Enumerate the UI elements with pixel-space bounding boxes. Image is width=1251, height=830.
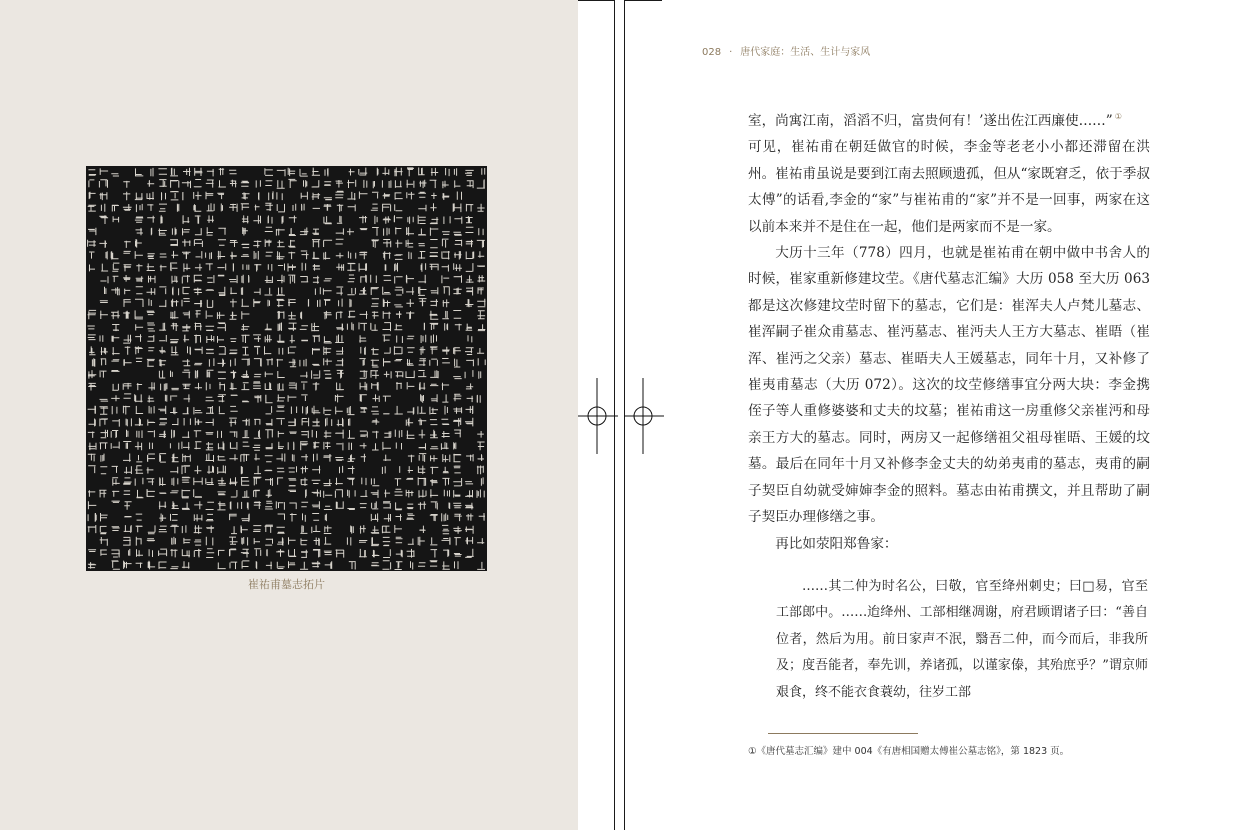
left-page — [0, 0, 578, 830]
body-text — [748, 104, 1150, 557]
page-number: 028 — [702, 47, 722, 58]
paragraph: 室，尚寓江南，滔滔不归，富贵何有！’遂出佐江西廉使……” ① — [748, 112, 1122, 129]
book-title: 唐代家庭：生活、生计与家风 — [740, 47, 871, 58]
epitaph-rubbing-image — [86, 166, 487, 571]
footnote: ①《唐代墓志汇编》建中 004《有唐相国赠太傅崔公墓志铭》，第 1823 页。 — [748, 746, 1070, 757]
quote-text: ……其二仲为时名公，曰敬，官至绛州刺史；曰□易，官至工部郎中。……迨绛州、工部相继凋谢，府君顾谓诸子曰：“善自位者，然后为用。前日家声不泯，翳吾二仲，而今而后，非我所及；度吾能者，奉先训，养诸孤，以谨家傣，其殆庶乎？”谓京师艰食，终不能衣食蓑幼，往岁工部 — [776, 579, 1148, 700]
registration-mark-left-icon — [578, 378, 618, 454]
header-separator: · — [729, 47, 733, 58]
paragraph: 可见，崔祐甫在朝廷做官的时候，李金等老老小小都还滞留在洪州。崔祐甫虽说是要到江南去照顾遗孤，但从“家既窘乏，依于季叔太傅”的话看,李金的“家”与崔祐甫的“家”并不是一回事，两家在这以前本来并不是住在一起，他们是两家而不是一家。 — [748, 139, 1150, 235]
paragraph: 大历十三年（778）四月，也就是崔祐甫在朝中做中书舍人的时候，崔家重新修建坟茔。《唐代墓志汇编》大历 058 至大历 063 都是这次修建坟茔时留下的墓志，它们是：崔浑夫人卢梵儿墓志、崔浑嗣子崔众甫墓志、崔沔墓志、崔沔夫人王方大墓志、崔晤（崔浑、崔沔之父亲）墓志、崔晤夫人王媛墓志，同年十月，又补修了崔夷甫墓志（大历 072）。这次的坟茔修缮事宜分两大块：李金携侄子等人重修婆婆和丈夫的坟墓；崔祐甫这一房重修父亲崔沔和母亲王方大的墓志。同时，两房又一起修缮祖父祖母崔晤、王媛的坟墓。最后在同年十月又补修李金丈夫的幼弟夷甫的墓志，夷甫的嗣子契臣自幼就受婶婶李金的照料。墓志由祐甫撰文，并且帮助了嗣子契臣办理修缮之事。 — [748, 245, 1150, 526]
footnote-marker: ① — [1114, 112, 1122, 121]
crop-mark-top-left — [578, 0, 614, 1]
paragraph: 再比如荥阳郑鲁家： — [775, 535, 898, 552]
crop-mark-top-right — [624, 0, 662, 1]
block-quote — [776, 574, 1148, 706]
footnote-divider — [768, 733, 918, 734]
running-header — [702, 43, 870, 58]
image-caption: 崔祐甫墓志拓片 — [248, 578, 325, 591]
registration-mark-right-icon — [624, 378, 664, 454]
